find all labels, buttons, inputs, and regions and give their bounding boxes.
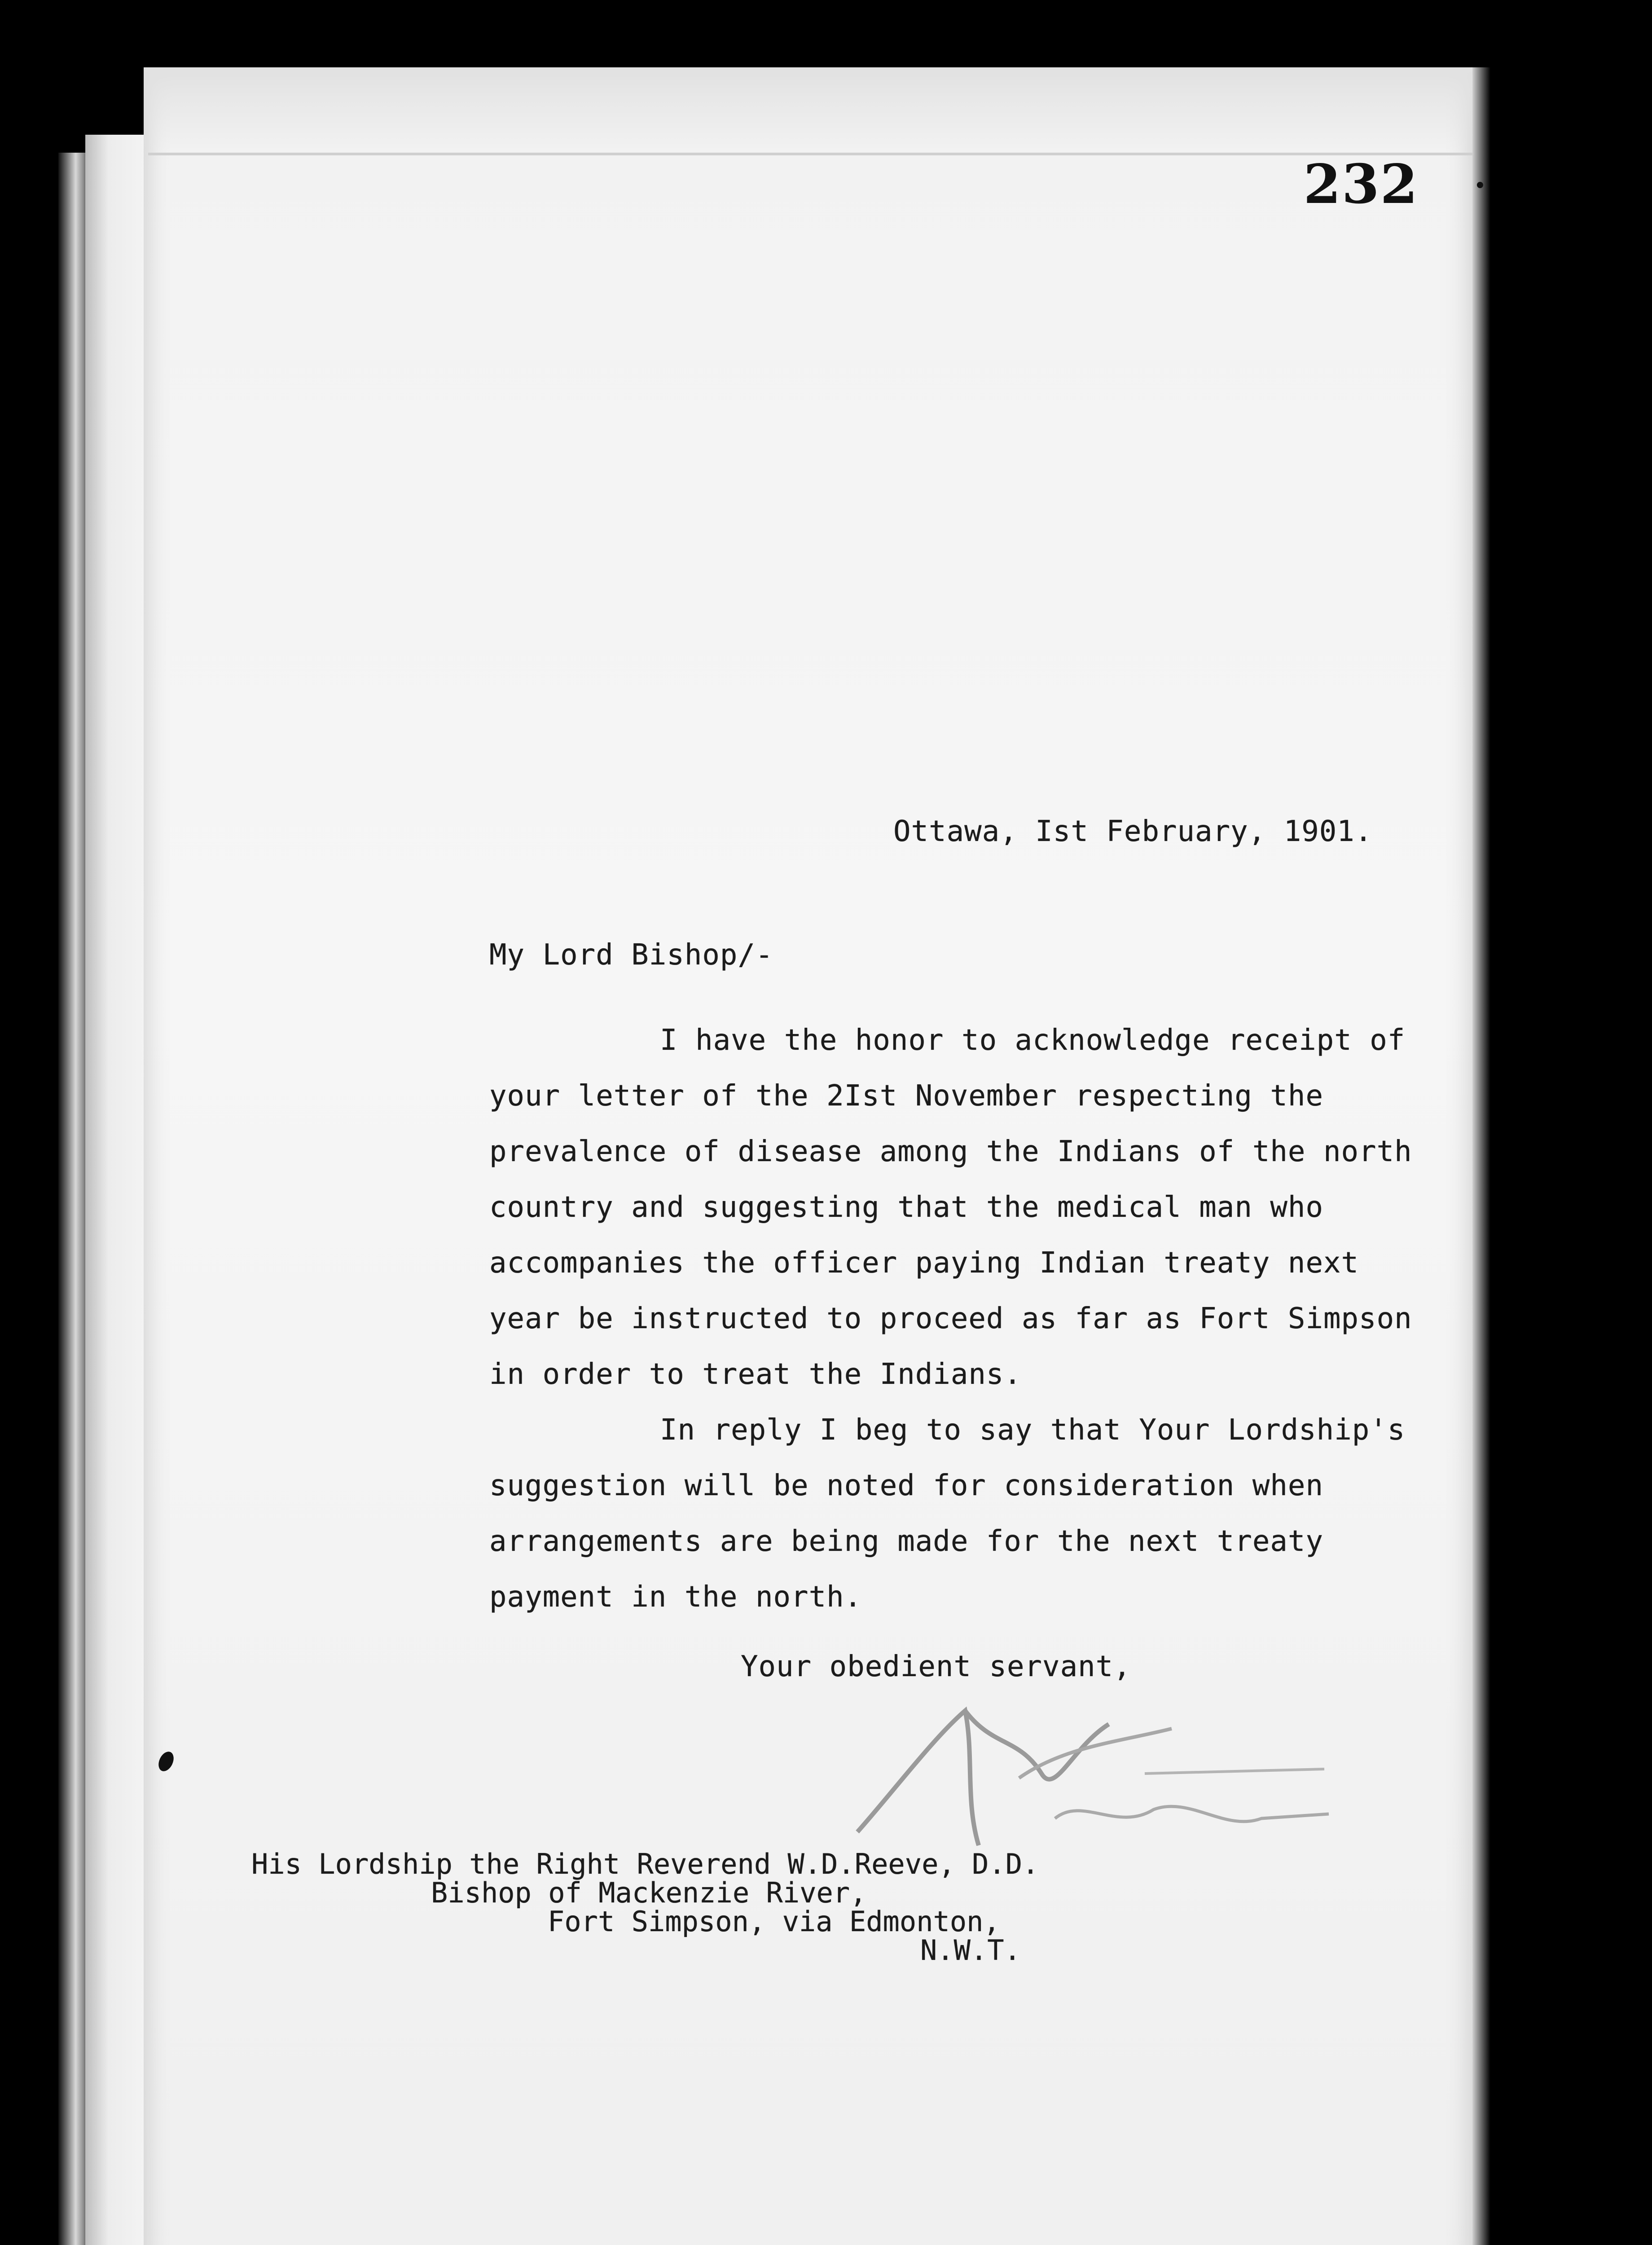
body-line: In reply I beg to say that Your Lordship's: [660, 1413, 1406, 1447]
page-number: 232: [1303, 153, 1419, 216]
body-line: accompanies the officer paying Indian treaty next: [489, 1246, 1359, 1280]
body-line: arrangements are being made for the next treaty: [489, 1525, 1323, 1558]
address-line: N.W.T.: [920, 1934, 1021, 1967]
date-line: Ottawa, Ist February, 1901.: [893, 815, 1373, 848]
signature: [830, 1684, 1338, 1872]
address-line: His Lordship the Right Reverend W.D.Reeve, D.D.: [251, 1848, 1039, 1880]
body-line: suggestion will be noted for consideration when: [489, 1469, 1323, 1502]
closing-line: Your obedient servant,: [741, 1650, 1131, 1683]
body-line: country and suggesting that the medical man who: [489, 1191, 1323, 1224]
body-line: year be instructed to proceed as far as Fort Simpson: [489, 1302, 1412, 1335]
sheet-top-shade: [144, 67, 1472, 153]
address-line: Fort Simpson, via Edmonton,: [548, 1905, 1000, 1938]
sheet-right-edge: [1472, 67, 1490, 2245]
margin-dot: [1477, 182, 1483, 188]
body-line: your letter of the 2Ist November respecting the: [489, 1079, 1323, 1113]
body-line: I have the honor to acknowledge receipt of: [660, 1024, 1406, 1057]
body-line: prevalence of disease among the Indians of the north: [489, 1135, 1412, 1168]
recipient-address: [251, 1850, 1039, 1965]
fold-line: [148, 153, 1477, 155]
body-line: in order to treat the Indians.: [489, 1358, 1022, 1391]
address-line: Bishop of Mackenzie River,: [431, 1876, 867, 1909]
salutation: My Lord Bishop/-: [489, 938, 773, 972]
body-line: payment in the north.: [489, 1580, 862, 1614]
letter-body: [489, 1012, 1412, 1625]
underlying-page-edge: [85, 135, 144, 2245]
